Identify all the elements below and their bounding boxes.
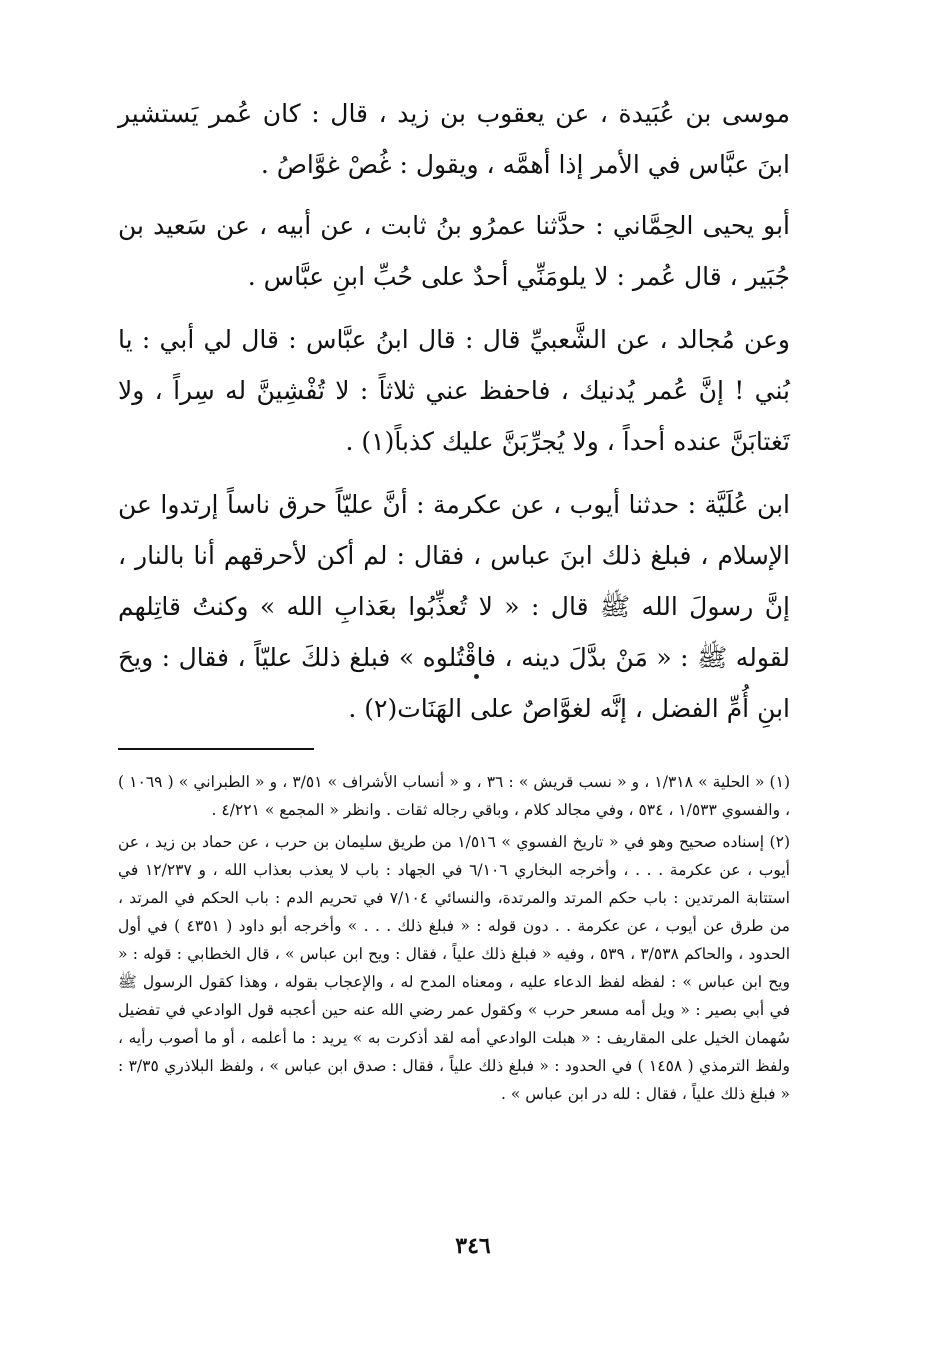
- paragraph-3: وعن مُجالد ، عن الشَّعبيِّ قال : قال ابنُ عبَّاس : قال لي أبي : يا بُني ! إنَّ عُمر يُدنيك ، فاحفظ عني ثلاثاً : لا تُفْشِينَّ له سِراً ، ولا تَغتابَنَّ عنده أحداً ، ولا يُجرِّبَنَّ عليك كذباً(١) .: [118, 325, 790, 456]
- paragraph-4: ابن عُلَيَّة : حدثنا أيوب ، عن عكرمة : أنَّ عليّاً حرق ناساً إرتدوا عن الإسلام ، فبلغ ذلك ابنَ عباس ، فقال : لم أكن لأحرقهم أنا بالنار ، إنَّ رسولَ الله ﷺ قال : « لا تُعذِّبُوا بعَذابِ الله » وكنتُ قاتِلهم لقوله ﷺ : « مَنْ بدَّلَ دينه ، فاقْتُلوه » فبلغ ذلكَ عليّاً ، فقال : ويحَ ابنِ أُمِّ الفضل ، إنَّه لغوَّاصٌ على الهَنَات(٢) .: [118, 490, 790, 723]
- paragraph-2: أبو يحيى الحِمَّاني : حدَّثنا عمرُو بنُ ثابت ، عن أبيه ، عن سَعيد بن جُبَير ، قال عُمر : لا يلومَنِّي أحدٌ على حُبِّ ابنِ عبَّاس .: [118, 211, 790, 291]
- stray-dot-mark: [474, 674, 479, 679]
- footnote-2: (٢) إسناده صحيح وهو في « تاريخ الفسوي » ١/٥١٦ من طريق سليمان بن حرب ، عن حماد بن زيد ، عن أيوب ، عن عكرمة . . . ، وأخرجه البخاري ٦/١٠٦ في الجهاد : باب لا يعذب بعذاب الله ، و ١٢/٢٣٧ في استتابة المرتدين : باب حكم المرتد والمرتدة، والنسائي ٧/١٠٤ في تحريم الدم : باب الحكم في المرتد ، من طرق عن أيوب ، عن عكرمة . . دون قوله : « فبلغ ذلك . . . » وأخرجه أبو داود ( ٤٣٥١ ) في أول الحدود ، والحاكم ٣/٥٣٨ ، ٥٣٩ ، وفيه « فبلغ ذلك علياً ، فقال : ويح ابن عباس » ، قال الخطابي : قوله : « ويح ابن عباس » : لفظه لفظ الدعاء عليه ، ومعناه المدح له ، والإعجاب بقوله ، وهذا كقول الرسول ﷺ في أبي بصير : « ويل أمه مسعر حرب » وكقول عمر رضي الله عنه حين أعجبه قول الوادعي في تفضيل سُهمان الخيل على المقاريف : « هبلت الوادعي أمه لقد أذكرت به » يريد : ما أعلمه ، أو ما أصوب رأيه ، ولفظ الترمذي ( ١٤٥٨ ) في الحدود : « فبلغ ذلك علياً ، فقال : صدق ابن عباس » ، ولفظ البلاذري ٣/٣٥ : « فبلغ ذلك علياً ، فقال : لله در ابن عباس » .: [118, 833, 791, 1103]
- footnote-separator: [118, 748, 314, 750]
- paragraph-1: موسى بن عُبَيدة ، عن يعقوب بن زيد ، قال : كان عُمر يَستشير ابنَ عبَّاس في الأمر إذا أهمَّه ، ويقول : غُصْ غوَّاصُ .: [118, 99, 790, 179]
- page-number: ٣٤٦: [455, 1233, 491, 1259]
- page-content: [118, 88, 790, 1112]
- footnote-1: (١) « الحلية » ١/٣١٨ ، و « نسب قريش » : ٣٦ ، و « أنساب الأشراف » ٣/٥١ ، و « الطبراني » ( ١٠٦٩ ) ، والفسوي ١/٥٣٣ ، ٥٣٤ ، وفي مجالد كلام ، وباقي رجاله ثقات . وانظر « المجمع » ٤/٢٢١ .: [118, 773, 790, 819]
